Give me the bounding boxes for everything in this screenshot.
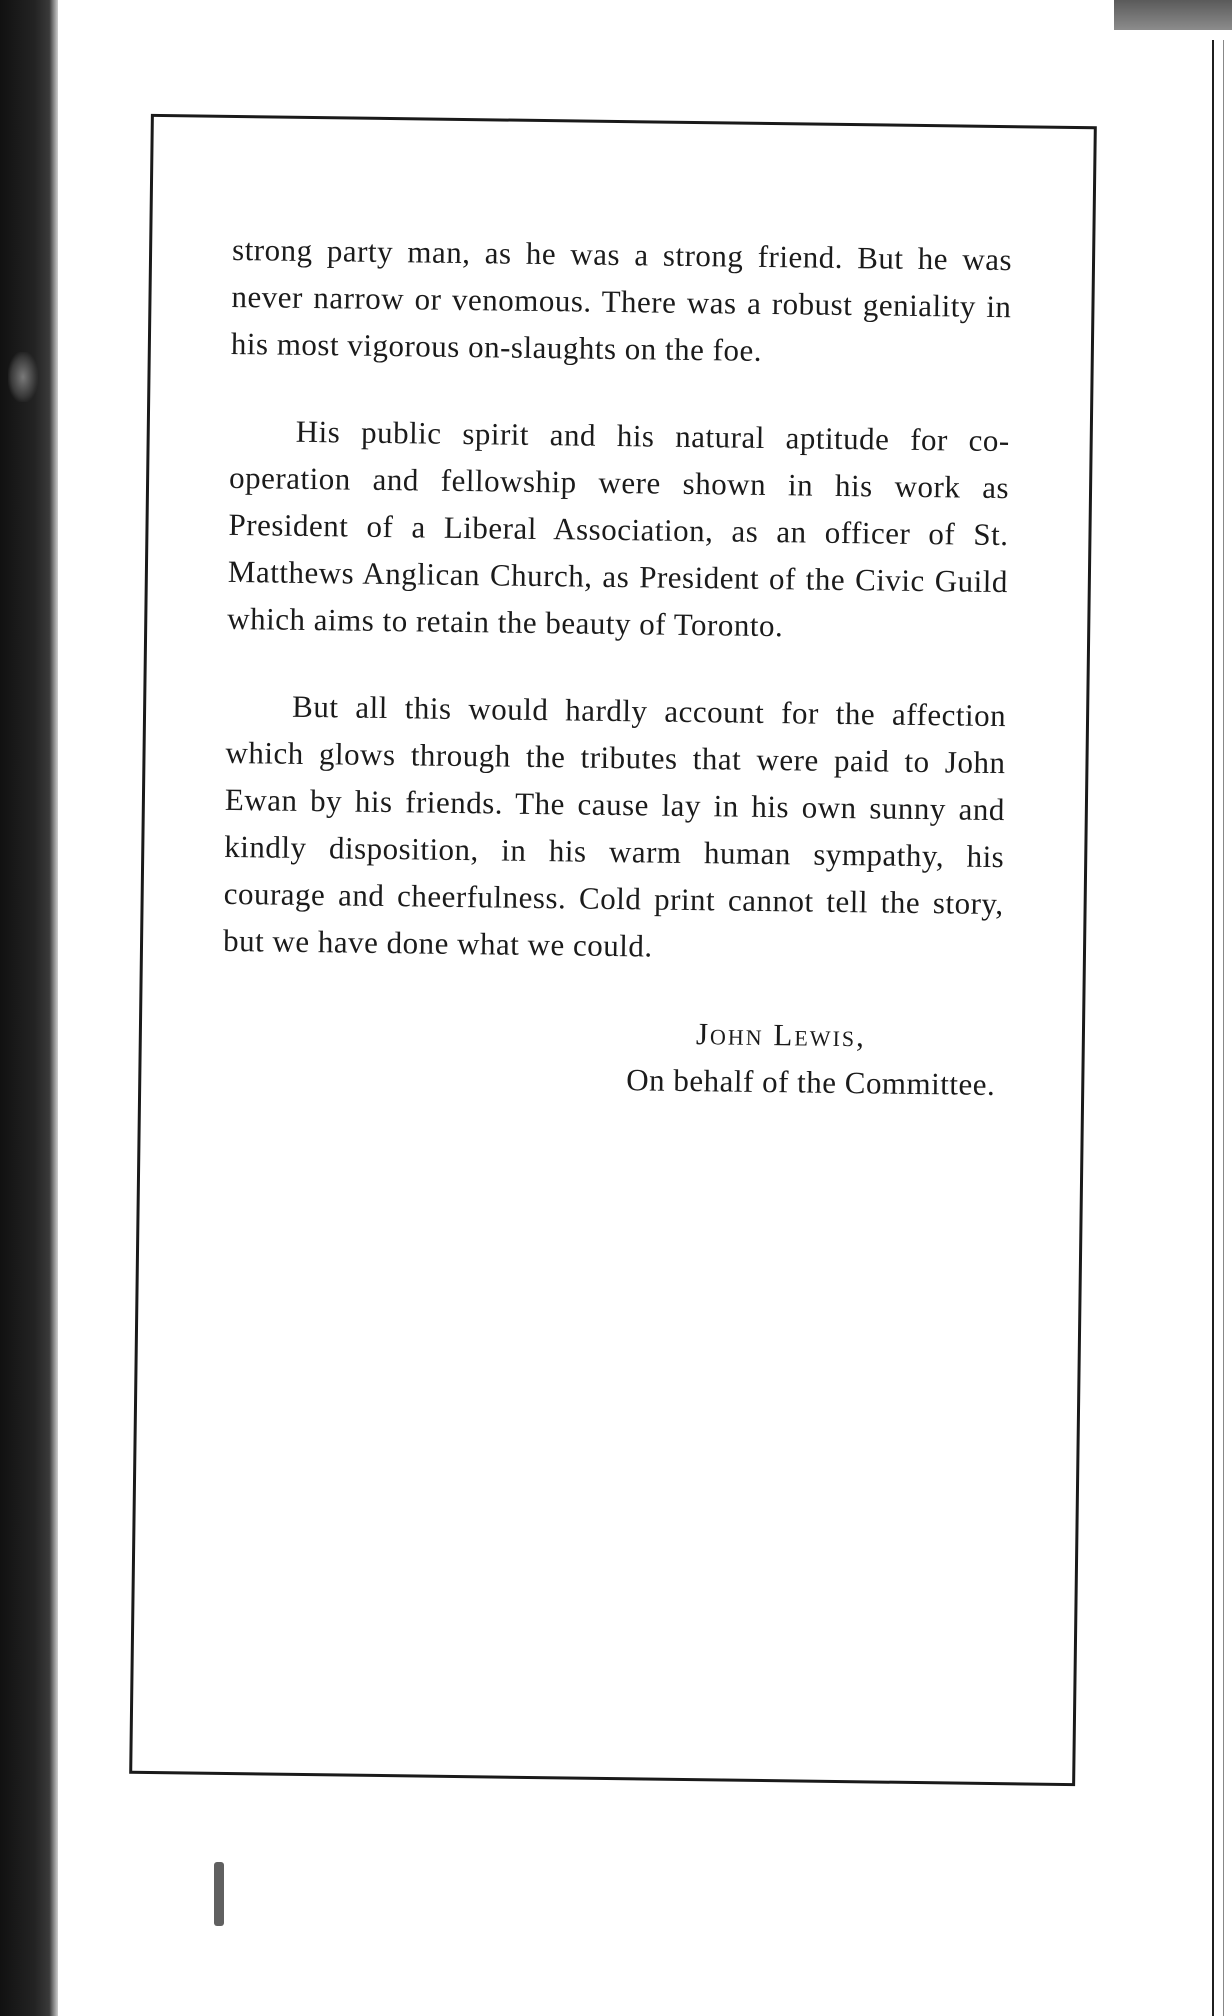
paragraph-1: strong party man, as he was a strong friend. But he was never narrow or venomous. There was a robust geniality in his most vigorous on-slaughts on the foe. [230,231,1013,368]
page-border-frame [129,114,1097,1786]
page-corner-edge [1114,0,1232,30]
page-edge-line-secondary [1223,40,1224,2016]
page-edge-line [1212,40,1214,2016]
page-text-block [132,117,1094,1783]
binding-mark [214,1862,224,1926]
paragraph-2: His public spirit and his natural aptitude for co-operation and fellowship were shown in his work as President of a Liberal Association, as an officer of St. Matthews Anglican Church, as President of the Civic Guild which aims to retain the beauty of Toronto. [227,413,1010,644]
paragraph-3: But all this would hardly account for the affection which glows through the tributes that were paid to John Ewan by his friends. The cause lay in his own sunny and kindly disposition, in his warm human sympathy, his courage and cheerfulness. Cold print cannot tell the story, but we have done what we could. [222,688,1007,964]
binding-stain [8,352,38,402]
signature-block [221,1004,1002,1108]
signature-role: On behalf of the Committee. [626,1062,996,1103]
book-spine-shadow [0,0,58,2016]
signature-name: John Lewis, [695,1016,867,1054]
